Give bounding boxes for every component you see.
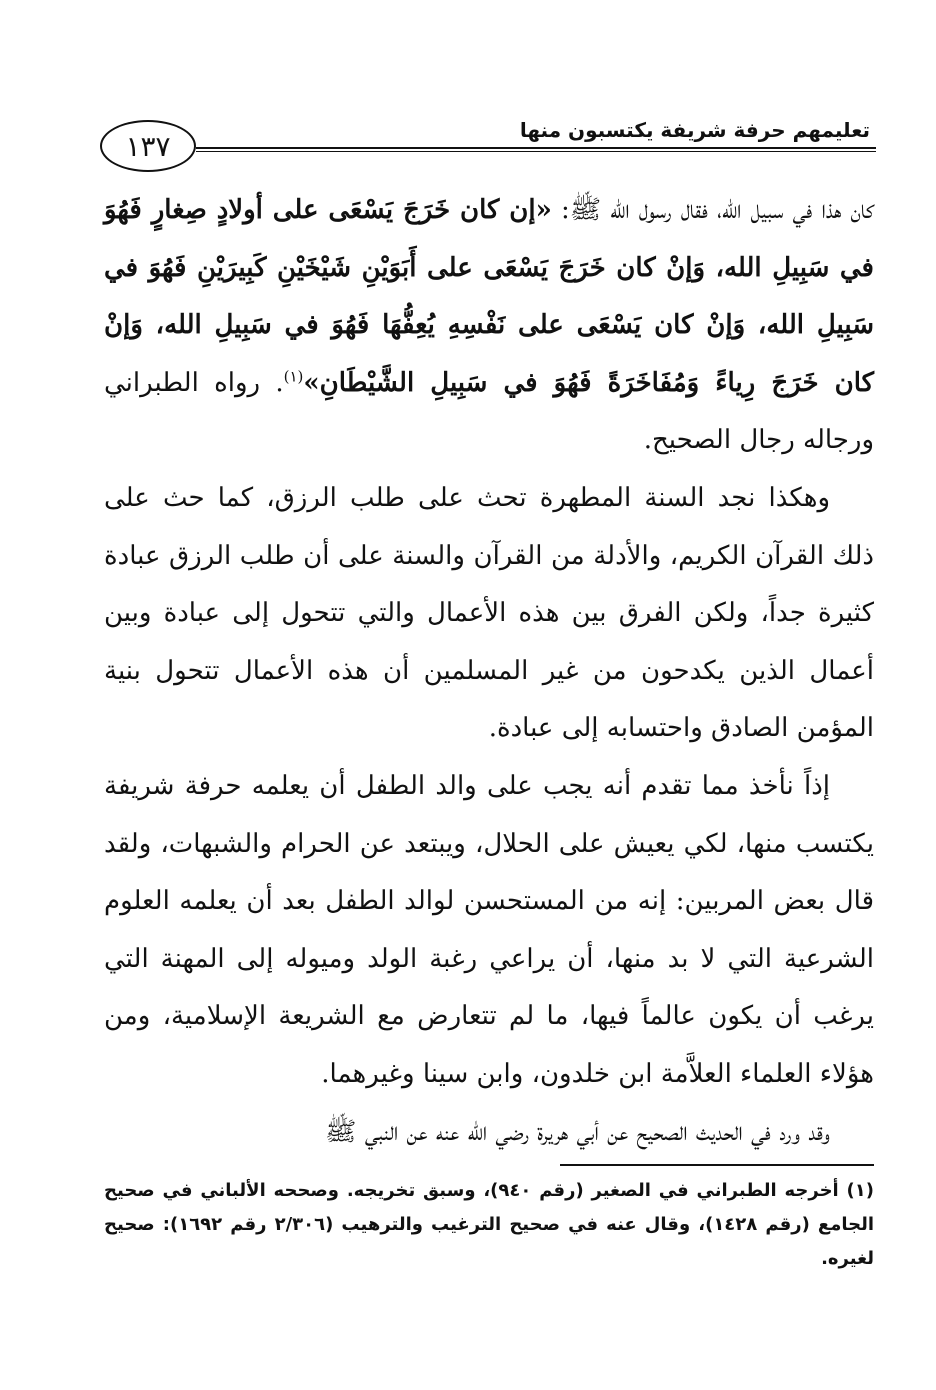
- paragraph-text: إذاً نأخذ مما تقدم أنه يجب على والد الطفل أن يعلمه حرفة شريفة يكتسب منها، لكي يعيش على الحلال، ويبتعد عن الحرام والشبهات، ولقد قال بعض المربين: إنه من المستحسن لوالد الطفل بعد أن يعلمه العلوم الشرعية التي لا بد منها، أن يراعي رغبة الولد وميوله إلى المهنة التي يرغب أن يكون عالماً فيها، ما لم تتعارض مع الشريعة الإسلامية، ومن هؤلاء العلماء العلاَّمة ابن خلدون، وابن سينا وغيرهما.: [104, 770, 874, 1089]
- paragraph-intro: كان هذا في سبيل الله، فقال رسول الله ﷺ:: [551, 195, 874, 225]
- header-divider: [196, 147, 876, 152]
- chapter-title: تعليمهم حرفة شريفة يكتسبون منها: [519, 118, 870, 142]
- footnote-divider: [560, 1164, 874, 1166]
- footnotes: [104, 1174, 874, 1276]
- main-text: [104, 182, 874, 1161]
- paragraph: [104, 1104, 874, 1162]
- paragraph-hadith: [104, 182, 874, 470]
- paragraph: [104, 758, 874, 1104]
- paragraph-outro: . رواه الطبراني ورجاله رجال الصحيح.: [104, 367, 874, 456]
- hadith-quote: «إن كان خَرَجَ يَسْعَى على أولادٍ صِغارٍ فَهُوَ في سَبِيلِ الله، وَإنْ كان خَرَجَ يَسْعَى على أَبَوَيْنِ شَيْخَيْنِ كَبِيرَيْنِ فَهُوَ في سَبِيلِ الله، وَإنْ كان يَسْعَى على نَفْسِهِ يُعِفُّهَا فَهُوَ في سَبِيلِ الله، وَإنْ كان خَرَجَ رِياءً وَمُفَاخَرَةً فَهُوَ في سَبِيلِ الشَّيْطَانِ»: [104, 195, 874, 398]
- paragraph-text: وهكذا نجد السنة المطهرة تحث على طلب الرزق، كما حث على ذلك القرآن الكريم، والأدلة من القرآن والسنة على أن طلب الرزق عبادة كثيرة جداً، ولكن الفرق بين هذه الأعمال والتي تتحول إلى عبادة وبين أعمال الذين يكدحون من غير المسلمين أن هذه الأعمال تتحول بنية المؤمن الصادق واحتسابه إلى عبادة.: [104, 482, 874, 744]
- footnote: (١) أخرجه الطبراني في الصغير (رقم ٩٤٠)، وسبق تخريجه. وصححه الألباني في صحيح الجامع (رقم ١٤٢٨)، وقال عنه في صحيح الترغيب والترهيب (٢/٣٠٦ رقم ١٦٩٢): صحيح لغيره.: [104, 1180, 875, 1269]
- footnote-reference: (١): [283, 367, 304, 386]
- page-number: ١٣٧: [100, 120, 196, 172]
- running-header: [100, 112, 876, 182]
- paragraph-text: وقد ورد في الحديث الصحيح عن أبي هريرة رضي الله عنه عن النبي ﷺ: [325, 1116, 830, 1147]
- paragraph: [104, 470, 874, 758]
